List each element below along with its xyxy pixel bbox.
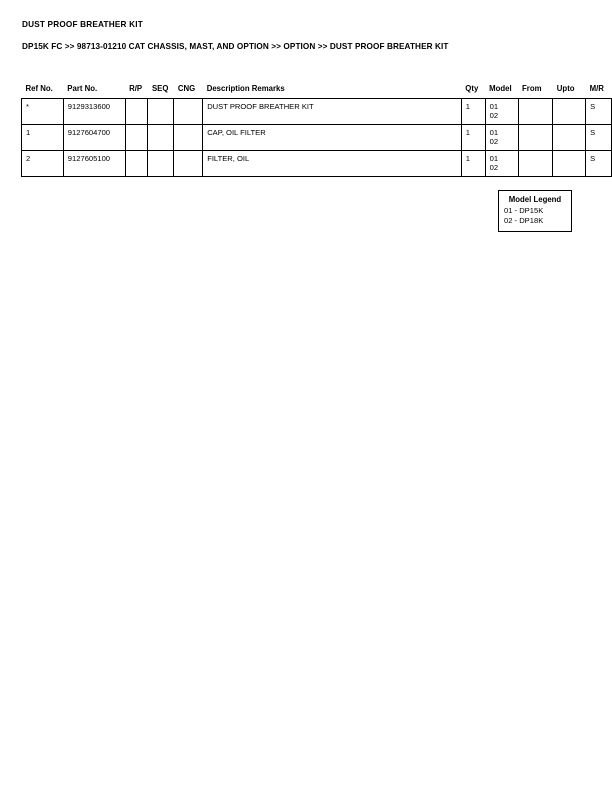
- model-legend-row: 01 - DP15K: [504, 206, 544, 215]
- cell-description: FILTER, OIL: [203, 151, 462, 177]
- cell-ref-no: *: [22, 99, 64, 125]
- cell-rp: [125, 151, 148, 177]
- cell-part-no: 9129313600: [63, 99, 125, 125]
- cell-ref-no: 2: [22, 151, 64, 177]
- cell-upto: [553, 151, 586, 177]
- table-row: [22, 99, 612, 125]
- column-header-ref-no: Ref No.: [25, 84, 53, 93]
- cell-seq: [148, 151, 174, 177]
- cell-qty: 1: [461, 151, 485, 177]
- cell-mr: S: [586, 151, 612, 177]
- cell-ref-no: 1: [22, 125, 64, 151]
- cell-description: DUST PROOF BREATHER KIT: [203, 99, 462, 125]
- cell-seq: [148, 99, 174, 125]
- cell-model-line-2: 02: [489, 111, 499, 121]
- cell-cng: [174, 151, 203, 177]
- column-header-description: Description Remarks: [206, 84, 285, 93]
- cell-part-no: 9127604700: [63, 125, 125, 151]
- model-legend: [498, 190, 572, 232]
- column-header-seq: SEQ: [151, 84, 169, 93]
- cell-rp: [125, 99, 148, 125]
- column-header-model: Model: [489, 84, 512, 93]
- cell-rp: [125, 125, 148, 151]
- cell-model-line-1: 01: [489, 102, 499, 111]
- cell-description: CAP, OIL FILTER: [203, 125, 462, 151]
- column-header-qty: Qty: [465, 84, 479, 93]
- column-header-rp: R/P: [129, 84, 143, 93]
- page-title: DUST PROOF BREATHER KIT: [22, 20, 143, 29]
- cell-model: [485, 99, 518, 125]
- table-header-row: [22, 84, 612, 99]
- model-legend-title: Model Legend: [508, 195, 562, 204]
- breadcrumb: DP15K FC >> 98713-01210 CAT CHASSIS, MAST, AND OPTION >> OPTION >> DUST PROOF BREATHER KIT: [22, 42, 449, 51]
- cell-from: [518, 151, 553, 177]
- cell-model-line-2: 02: [489, 137, 499, 147]
- cell-cng: [174, 125, 203, 151]
- cell-model: [485, 151, 518, 177]
- cell-mr: S: [586, 99, 612, 125]
- cell-part-no: 9127605100: [63, 151, 125, 177]
- model-legend-row: 02 - DP18K: [504, 215, 544, 225]
- table-row: [22, 151, 612, 177]
- table-header: [22, 84, 612, 99]
- cell-upto: [553, 99, 586, 125]
- cell-qty: 1: [461, 99, 485, 125]
- column-header-from: From: [522, 84, 542, 93]
- cell-qty: 1: [461, 125, 485, 151]
- cell-seq: [148, 125, 174, 151]
- column-header-mr: M/R: [589, 84, 604, 93]
- cell-upto: [553, 125, 586, 151]
- column-header-part-no: Part No.: [67, 84, 98, 93]
- cell-model-line-2: 02: [489, 163, 499, 173]
- column-header-upto: Upto: [556, 84, 575, 93]
- cell-from: [518, 99, 553, 125]
- column-header-cng: CNG: [177, 84, 196, 93]
- cell-from: [518, 125, 553, 151]
- cell-model-line-1: 01: [489, 154, 499, 163]
- parts-table: [21, 84, 612, 177]
- cell-model: [485, 125, 518, 151]
- table-row: [22, 125, 612, 151]
- cell-mr: S: [586, 125, 612, 151]
- table-body: [22, 99, 612, 177]
- cell-cng: [174, 99, 203, 125]
- cell-model-line-1: 01: [489, 128, 499, 137]
